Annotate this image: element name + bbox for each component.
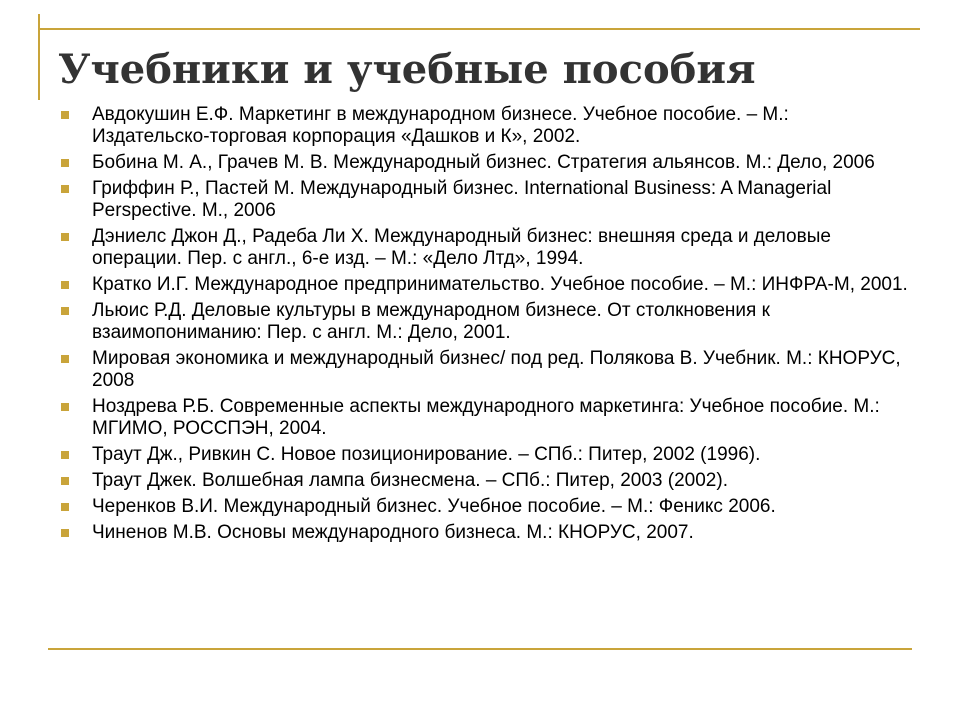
list-item xyxy=(60,226,910,270)
square-bullet-icon xyxy=(61,307,69,315)
list-item xyxy=(60,496,910,518)
list-item-text: Ноздрева Р.Б. Современные аспекты международного маркетинга: Учебное пособие. М.: МГИМО, РОССПЭН, 2004. xyxy=(92,396,880,439)
list-item-text: Кратко И.Г. Международное предпринимательство. Учебное пособие. – М.: ИНФРА-М, 2001. xyxy=(92,274,908,295)
left-divider xyxy=(38,14,40,100)
list-item-text: Мировая экономика и международный бизнес/ под ред. Полякова В. Учебник. М.: КНОРУС, 2008 xyxy=(92,348,901,391)
square-bullet-icon xyxy=(61,403,69,411)
list-item xyxy=(60,348,910,392)
list-item xyxy=(60,104,910,148)
square-bullet-icon xyxy=(61,185,69,193)
square-bullet-icon xyxy=(61,111,69,119)
square-bullet-icon xyxy=(61,233,69,241)
square-bullet-icon xyxy=(61,451,69,459)
list-item xyxy=(60,274,910,296)
list-item-text: Черенков В.И. Международный бизнес. Учебное пособие. – М.: Феникс 2006. xyxy=(92,496,776,517)
list-item-text: Траут Дж., Ривкин С. Новое позиционирование. – СПб.: Питер, 2002 (1996). xyxy=(92,444,761,465)
list-item xyxy=(60,396,910,440)
list-item-text: Льюис Р.Д. Деловые культуры в международном бизнесе. От столкновения к взаимопониманию: Пер. с англ. М.: Дело, 2001. xyxy=(92,300,770,343)
list-item xyxy=(60,522,910,544)
list-item xyxy=(60,152,910,174)
reference-list xyxy=(60,104,910,548)
square-bullet-icon xyxy=(61,529,69,537)
square-bullet-icon xyxy=(61,477,69,485)
square-bullet-icon xyxy=(61,355,69,363)
list-item xyxy=(60,444,910,466)
list-item xyxy=(60,470,910,492)
square-bullet-icon xyxy=(61,281,69,289)
list-item-text: Бобина М. А., Грачев М. В. Международный бизнес. Стратегия альянсов. М.: Дело, 2006 xyxy=(92,152,875,173)
list-item xyxy=(60,300,910,344)
list-item-text: Траут Джек. Волшебная лампа бизнесмена. – СПб.: Питер, 2003 (2002). xyxy=(92,470,728,491)
list-item-text: Дэниелс Джон Д., Радеба Ли Х. Международный бизнес: внешняя среда и деловые операции. Пер. с англ., 6-е изд. – М.: «Дело Лтд», 1994. xyxy=(92,226,831,269)
list-item-text: Гриффин Р., Пастей М. Международный бизнес. International Business: A Managerial Perspective. М., 2006 xyxy=(92,178,832,221)
list-item-text: Чиненов М.В. Основы международного бизнеса. М.: КНОРУС, 2007. xyxy=(92,522,694,543)
square-bullet-icon xyxy=(61,159,69,167)
list-item-text: Авдокушин Е.Ф. Маркетинг в международном бизнесе. Учебное пособие. – М.: Издательско-торговая корпорация «Дашков и К», 2002. xyxy=(92,104,789,147)
bottom-divider xyxy=(48,648,912,650)
slide-title: Учебники и учебные пособия xyxy=(58,46,756,93)
top-divider xyxy=(40,28,920,30)
list-item xyxy=(60,178,910,222)
square-bullet-icon xyxy=(61,503,69,511)
